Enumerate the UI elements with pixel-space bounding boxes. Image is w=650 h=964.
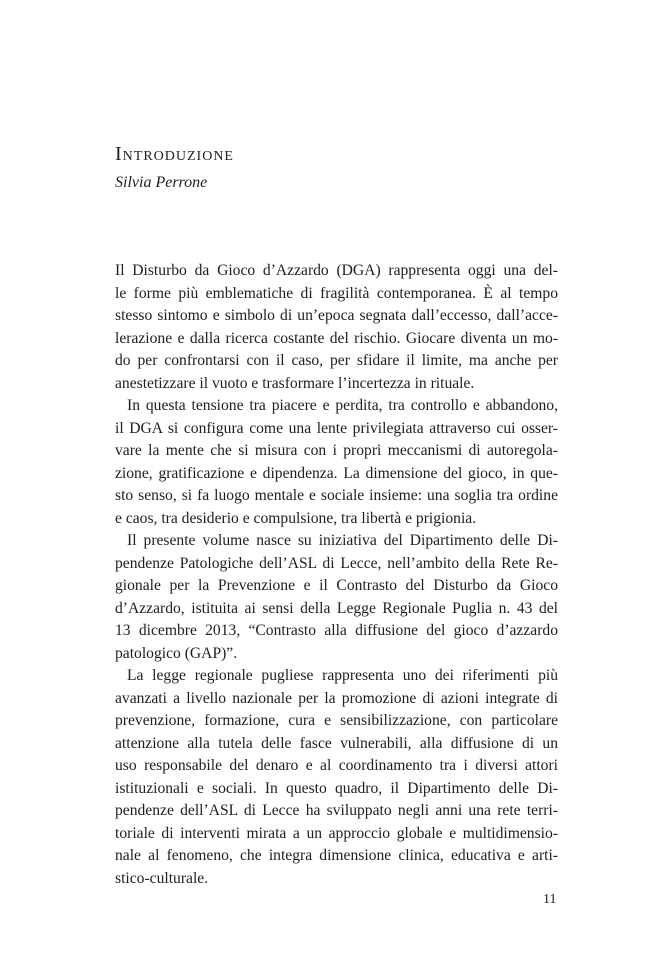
text-line: do per confrontarsi con il caso, per sfidare il limite, ma anche per bbox=[115, 352, 558, 369]
text-line: stico-culturale. bbox=[115, 869, 209, 887]
text-line: gionale per la Prevenzione e il Contrasto del Disturbo da Gioco bbox=[115, 577, 558, 594]
text-line: pendenze dell’ASL di Lecce ha sviluppato negli anni una rete terri- bbox=[115, 802, 558, 819]
text-line: pendenze Patologiche dell’ASL di Lecce, nell’ambito della Rete Re- bbox=[115, 554, 558, 572]
text-line: e caos, tra desiderio e compulsione, tra libertà e prigionia. bbox=[115, 509, 477, 527]
text-line: nale al fenomeno, che integra dimensione clinica, educativa e arti- bbox=[115, 847, 558, 864]
text-line: d’Azzardo, istituita ai sensi della Legge Regionale Puglia n. 43 del bbox=[115, 599, 558, 617]
text-line: le forme più emblematiche di fragilità contemporanea. È al tempo bbox=[115, 284, 558, 302]
text-line: lerazione e dalla ricerca costante del rischio. Giocare diventa un mo- bbox=[115, 329, 558, 347]
text-line: sto senso, si fa luogo mentale e sociale insieme: una soglia tra ordine bbox=[115, 487, 558, 504]
chapter-author: Silvia Perrone bbox=[115, 174, 208, 191]
text-line: zione, gratificazione e dipendenza. La dimensione del gioco, in que- bbox=[115, 464, 558, 482]
text-line: stesso sintomo e simbolo di un’epoca segnata dall’eccesso, dall’acce- bbox=[115, 307, 558, 324]
text-line: anestetizzare il vuoto e trasformare l’incertezza in rituale. bbox=[115, 374, 475, 392]
text-line: uso responsabile del denaro e al coordinamento tra i diversi attori bbox=[115, 757, 558, 774]
text-line: avanzati a livello nazionale per la promozione di azioni integrate di bbox=[115, 689, 558, 707]
chapter-title: Introduzione bbox=[115, 143, 234, 165]
text-line: Il presente volume nasce su iniziativa del Dipartimento delle Di- bbox=[127, 532, 558, 549]
page-number: 11 bbox=[543, 892, 557, 907]
text-line: 13 dicembre 2013, “Contrasto alla diffusione del gioco d’azzardo bbox=[115, 622, 558, 639]
text-line: patologico (GAP)”. bbox=[115, 644, 238, 662]
text-line: il DGA si configura come una lente privilegiata attraverso cui osser- bbox=[115, 419, 558, 437]
text-line: La legge regionale pugliese rappresenta uno dei riferimenti più bbox=[127, 667, 558, 684]
text-line: toriale di interventi mirata a un approccio globale e multidimensio- bbox=[115, 824, 558, 842]
text-line: vare la mente che si misura con i propri meccanismi di autoregola- bbox=[115, 442, 558, 459]
text-line: In questa tensione tra piacere e perdita, tra controllo e abbandono, bbox=[127, 397, 558, 414]
text-line: prevenzione, formazione, cura e sensibilizzazione, con particolare bbox=[115, 712, 558, 729]
text-line: attenzione alla tutela delle fasce vulnerabili, alla diffusione di un bbox=[115, 734, 558, 752]
text-line: istituzionali e sociali. In questo quadro, il Dipartimento delle Di- bbox=[115, 779, 558, 797]
text-line: Il Disturbo da Gioco d’Azzardo (DGA) rappresenta oggi una del- bbox=[115, 262, 558, 279]
body-text bbox=[115, 260, 558, 890]
